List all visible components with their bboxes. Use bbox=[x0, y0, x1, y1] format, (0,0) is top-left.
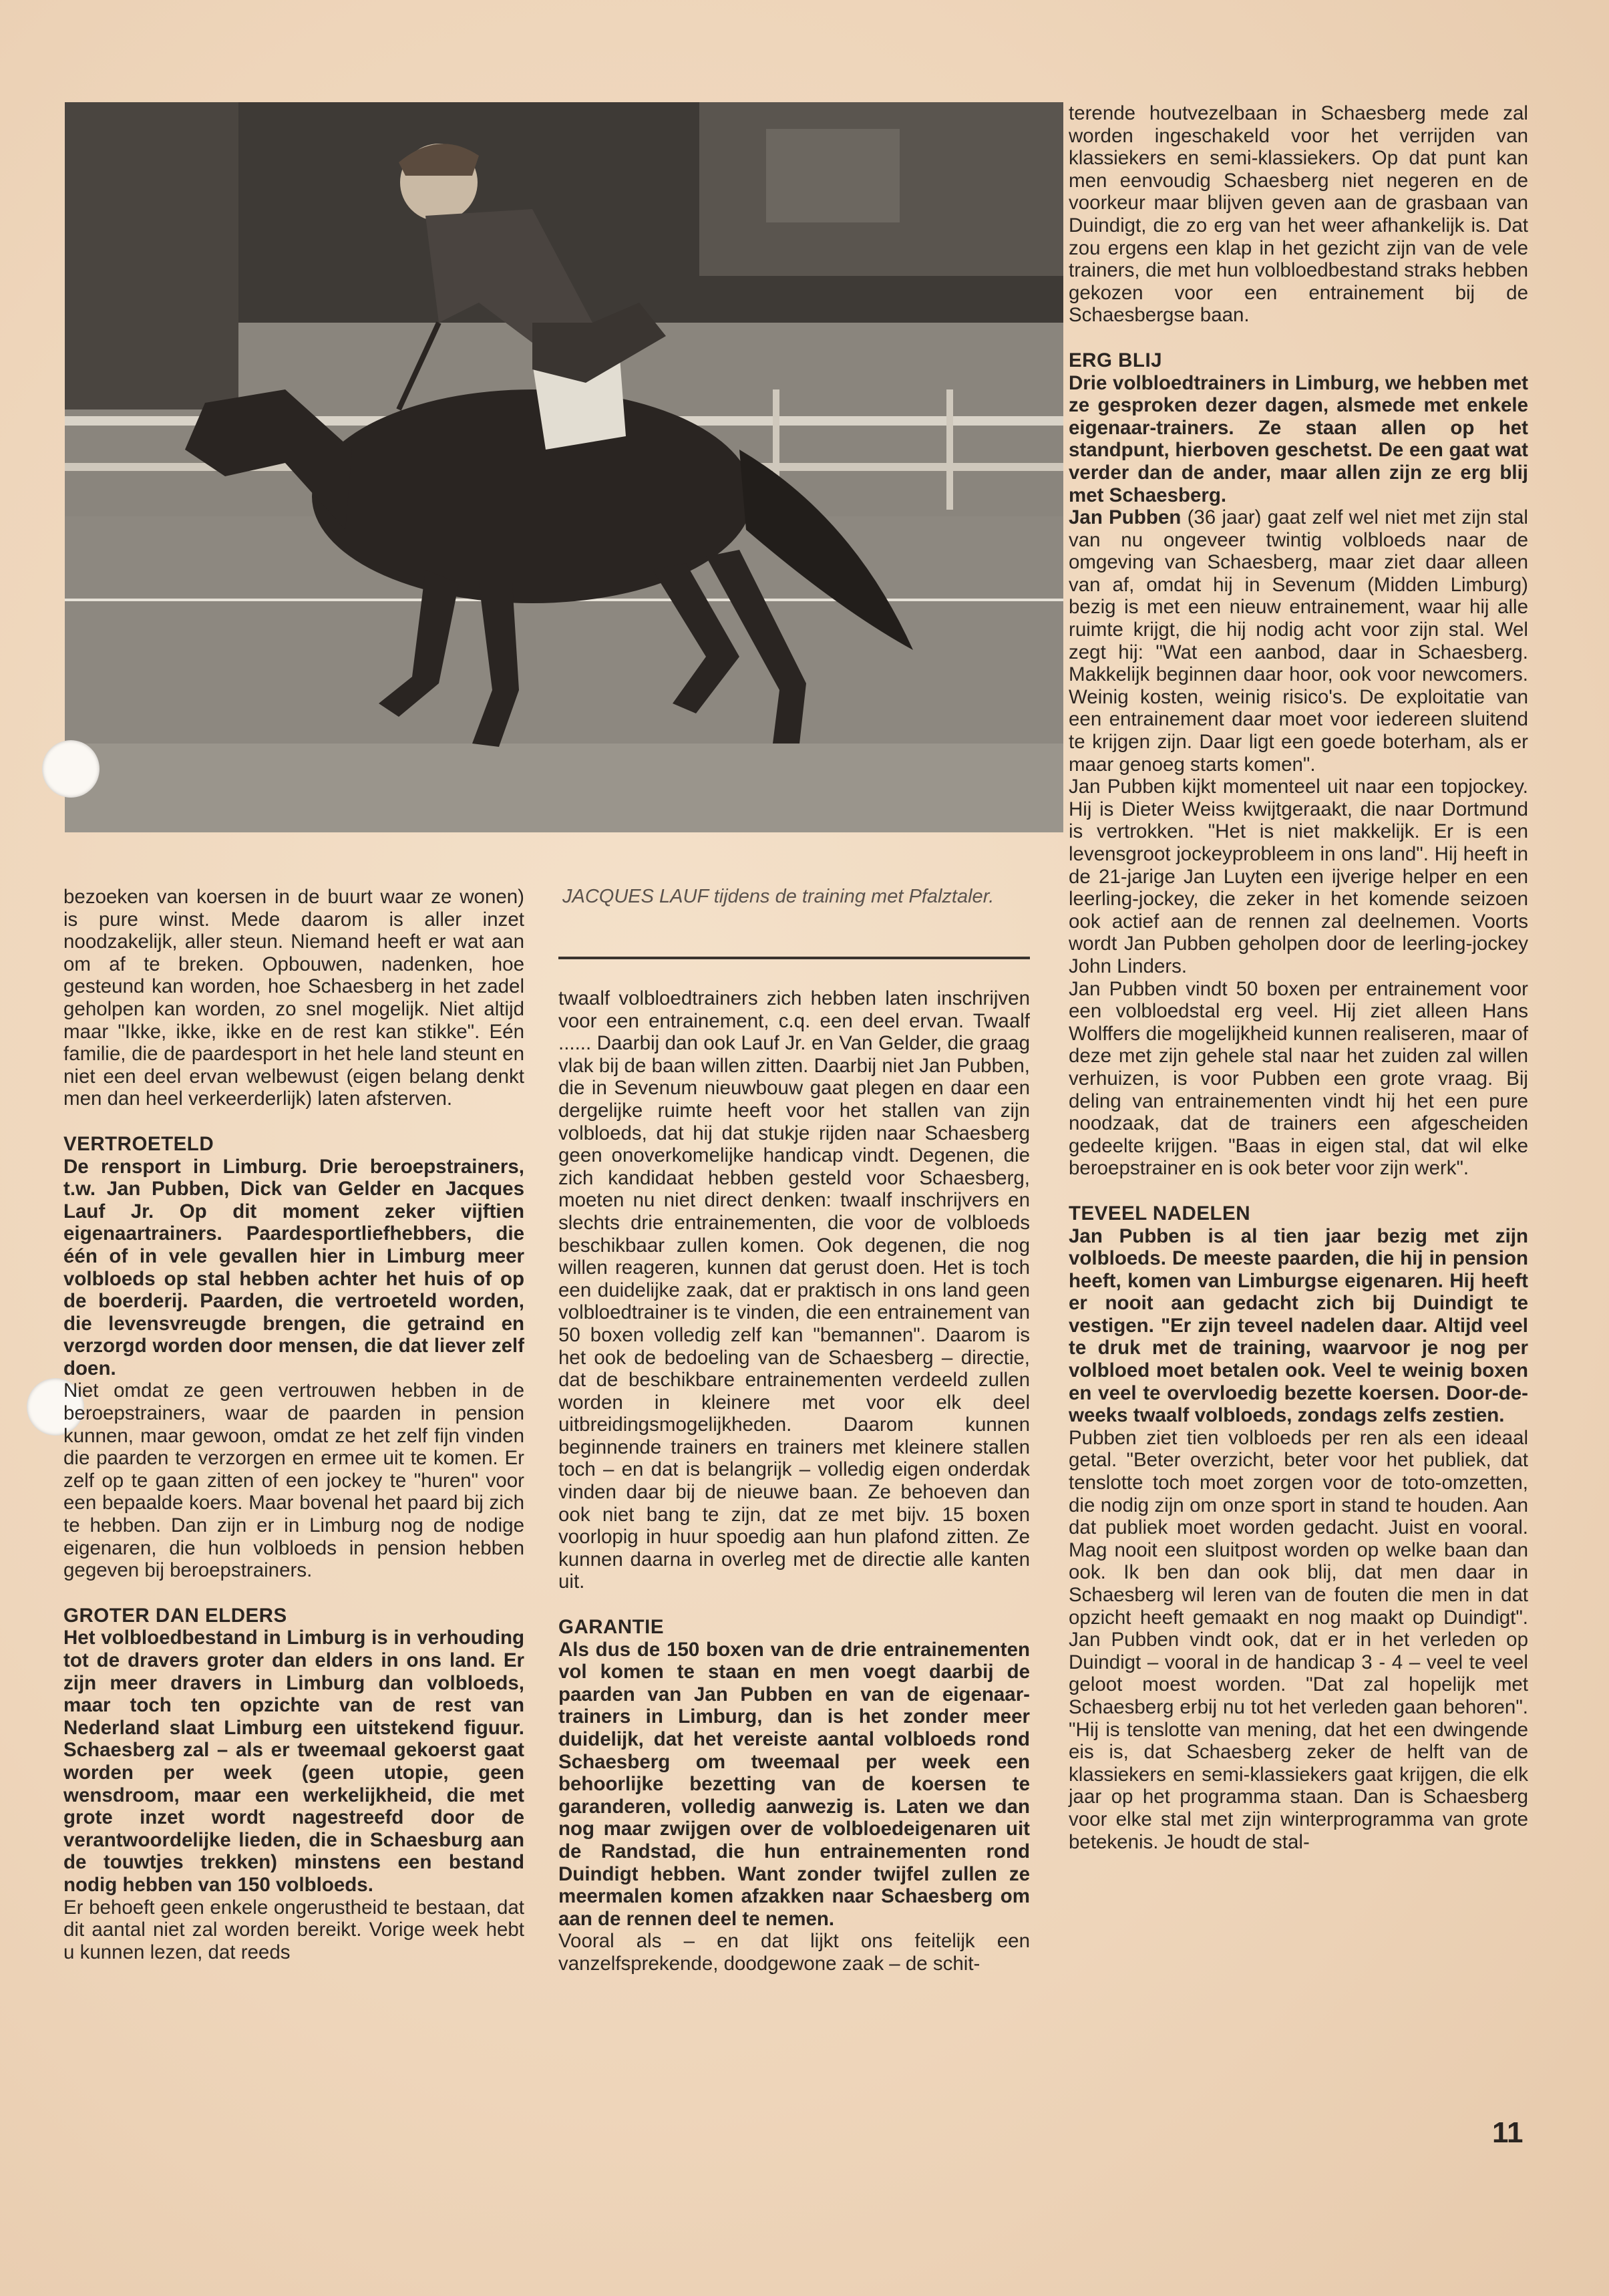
column-1 bbox=[63, 886, 524, 1963]
horse-rider-illustration bbox=[65, 102, 1063, 832]
spacer bbox=[1069, 327, 1528, 349]
heading-teveel-nadelen: TEVEEL NADELEN bbox=[1069, 1202, 1250, 1224]
vertroeteld-paragraph: Niet omdat ze geen vertrouwen hebben in de beroepstrainers, waar de paarden in pension kunnen, maar gewoon, omdat ze het zelf fijn vinden die paarden te verzorgen en ermee uit te komen. Er zelf op te gaan zitten of een jockey te "huren" voor een bepaalde koers. Maar bovenal het paard bij zich te hebben. Dan zijn er in Limburg nog de nodige eigenaren, die hun volbloeds in pension hebben gegeven bij beroepstrainers. bbox=[63, 1379, 524, 1582]
ergblij-lead-name: Jan Pubben bbox=[1069, 506, 1182, 529]
horse-rider-photo bbox=[65, 102, 1063, 832]
heading-garantie: GARANTIE bbox=[558, 1616, 665, 1639]
spacer bbox=[63, 1110, 524, 1133]
col2-paragraph: twaalf volbloedtrainers zich hebben laten inschrijven voor een entrainement, c.q. een deel ervan. Twaalf ...... Daarbij dan ook Lauf Jr. en Van Gelder, die graag vlak bij de baan willen zitten. Daarbij niet Jan Pubben, die in Sevenum nieuwbouw gaat plegen en daar een dergelijke ruimte heeft voor het stallen van zijn volbloeds, dat hij dat stukje rijden naar Schaesberg geen onoverkomelijke handicap vindt. Degenen, die zich kandidaat hebben gesteld voor Schaesberg, moeten nu niet direct denken: twaalf inschrijvers en slechts drie entrainementen, die voor de volbloeds beschikbaar zullen komen. Ook degenen, die nog willen reageren, kunnen dat gerust doen. Het is toch een duidelijke zaak, dat er praktisch in ons land geen volbloedtrainer is te vinden, die een entrainement van 50 boxen volledig zelf kan "bemannen". Daarom is het ook de bedoeling van de Schaesberg – directie, dat de beschikbare entrainementen verdeeld zullen worden in kleinere met voor elk deel uitbreidingsmogelijkheden. Daarom kunnen beginnende trainers en trainers met kleinere stallen toch – en dat is belangrijk – volledig eigen onderdak vinden daar bij de nieuwe baan. Ze behoeven dan ook niet bang te zijn, dat ze met bijv. 15 boxen voorlopig in huur spoedig aan hun plafond zitten. Ze kunnen daarna in overleg met de directie alle kanten uit. bbox=[558, 987, 1030, 1593]
teveel-paragraph: Pubben ziet tien volbloeds per ren als een ideaal getal. "Beter overzicht, beter voor het publiek, dat tenslotte toch moet zorgen voor de toto-omzetten, die nodig zijn om onze sport in stand te houden. Aan dat publiek moet worden gedacht. Juist en vooral. Mag nooit een sluitpost worden op welke baan dan ook. Ik ben dan ook blij, dat men daar in Schaesberg wil leren van de fouten die men in dat opzicht heeft gemaakt en nog maakt op Duindigt". Jan Pubben vindt ook, dat er in het verleden op Duindigt – vooral in de handicap 3 - 4 – veel te veel geloot moest worden. "Dat zal hopelijk met Schaesberg erbij nu tot het verleden gaan behoren". "Hij is tenslotte van mening, dat het een dwingende eis is, dat Schaesberg zeker de helft van de klassiekers en semi-klassiekers gaat krijgen, die elk jaar op het programma staan. Dan is Schaesberg voor elke stal met zijn winterprogramma van grote betekenis. Je houdt de stal- bbox=[1069, 1426, 1528, 1853]
caption-divider bbox=[558, 957, 1030, 959]
garantie-lead-paragraph: Als dus de 150 boxen van de drie entrainementen vol komen te staan en men voegt daarbij de paarden van Jan Pubben en van de eigenaar-trainers in Limburg, dan is het zonder meer duidelijk, dat het vereiste aantal volbloeds rond Schaesberg om tweemaal per week een behoorlijke bezetting van de koersen te garanderen, volledig aanwezig is. Laten we dan nog maar zwijgen over de volbloedeigenaren uit de Randstad, die hun entrainementen rond Duindigt hebben. Want zonder twijfel zullen ze meermalen komen afzakken naar Schaesberg om aan de rennen deel te nemen. bbox=[558, 1638, 1030, 1930]
heading-groter-dan-elders: GROTER DAN ELDERS bbox=[63, 1604, 287, 1627]
vertroeteld-lead-paragraph: De rensport in Limburg. Drie beroepstrainers, t.w. Jan Pubben, Dick van Gelder en Jacques Lauf Jr. Op dit moment zeker vijftien eigenaartrainers. Paardesportliefhebbers, die één of in vele gevallen hier in Limburg meer volbloeds op stal hebben achter het huis of op de boerderij. Paarden, die vertroeteld worden, die levensvreugde brengen, die getraind en verzorgd worden door mensen, die dat liever zelf doen. bbox=[63, 1155, 524, 1379]
ergblij-body: (36 jaar) gaat zelf wel niet met zijn stal van nu ongeveer twintig volbloeds naar de omgeving van Schaesberg, maar ziet daar alleen van af, omdat hij in Sevenum (Midden Limburg) bezig is met een nieuw entrainement, waar hij alle ruimte krijgt, die hij nodig acht voor zijn stal. Wel zegt hij: "Wat een aanbod, daar in Schaesberg. Makkelijk beginnen daar hoor, ook voor newcomers. Weinig kosten, weinig risico's. De exploitatie van een entrainement daar moet voor iedereen sluitend te krijgen zijn. Daar ligt een goede boterham, als er maar genoeg starts komen". bbox=[1069, 506, 1528, 776]
spacer bbox=[1069, 1180, 1528, 1202]
teveel-lead-paragraph: Jan Pubben is al tien jaar bezig met zijn volbloeds. De meeste paarden, die hij in pension heeft, komen van Limburgse eigenaren. Hij heeft er nooit aan gedacht zich bij Duindigt te vestigen. "Er zijn teveel nadelen daar. Altijd veel te druk met de training, waarvoor je nog per volbloed moet betalen ook. Veel te weinig boxen en veel te overvloedig bezette koersen. Door-de-weeks twaalf volbloeds, zondags zelfs zestien. bbox=[1069, 1224, 1528, 1427]
ergblij-paragraph-2: Jan Pubben kijkt momenteel uit naar een topjockey. Hij is Dieter Weiss kwijtgeraakt, die naar Dortmund is vertrokken. "Het is niet makkelijk. Er is een levensgroot jockeyprobleem in ons land". Hij heeft in de 21-jarige Jan Luyten een ijverige helper en een leerling-jockey, die zeker in het komende seizoen ook actief aan de rennen zal deelnemen. Voorts wordt Jan Pubben geholpen door de leerling-jockey John Linders. bbox=[1069, 776, 1528, 977]
ergblij-lead-paragraph: Drie volbloedtrainers in Limburg, we hebben met ze gesproken dezer dagen, alsmede met enkele eigenaar-trainers. Ze staan allen op het standpunt, hierboven geschetst. De een gaat wat verder dan de ander, maar allen zijn ze erg blij met Schaesberg. bbox=[1069, 371, 1528, 506]
column-3 bbox=[1069, 102, 1528, 1853]
garantie-paragraph: Vooral als – en dat lijkt ons feitelijk een vanzelfsprekende, doodgewone zaak – de schit- bbox=[558, 1930, 1030, 1975]
photo-caption: JACQUES LAUF tijdens de training met Pfalztaler. bbox=[562, 886, 995, 907]
spacer bbox=[558, 1593, 1030, 1616]
heading-vertroeteld: VERTROETELD bbox=[63, 1132, 214, 1155]
ergblij-paragraph-3: Jan Pubben vindt 50 boxen per entrainement voor een volbloedstal erg veel. Hij ziet alleen Hans Wolffers die mogelijkheid kunnen realiseren, maar of deze met zijn gehele stal naar het zuiden zal willen verhuizen, is voor Pubben een grote vraag. Bij deling van entrainementen vindt hij het een pure noodzaak, dat de trainers een afgescheiden gedeelte krijgen. "Baas in eigen stal, dat wil elke beroepstrainer en is ook beter voor zijn werk". bbox=[1069, 977, 1528, 1180]
col1-intro-paragraph: bezoeken van koersen in de buurt waar ze wonen) is pure winst. Mede daarom is aller inzet noodzakelijk, aller steun. Niemand heeft er wat aan om af te breken. Opbouwen, nadenken, hoe gesteund kan worden, hoe Schaesberg in het zadel geholpen kan worden, zo snel mogelijk. Niet altijd maar "Ikke, ikke, ikke en de rest kan stikke". Eén familie, die de paardesport in het hele land steunt en niet een deel ervan welbewust (eigen belang denkt men dan heel verkeerderlijk) laten afsterven. bbox=[63, 886, 524, 1110]
spacer bbox=[63, 1582, 524, 1605]
page-number: 11 bbox=[1492, 2116, 1524, 2149]
ergblij-paragraph bbox=[1069, 506, 1528, 776]
groter-lead-paragraph: Het volbloedbestand in Limburg is in verhouding tot de dravers groter dan elders in ons land. Er zijn meer dravers in Limburg dan volbloeds, maar toch ten opzichte van de rest van Nederland slaat Limburg een uitstekend figuur. Schaesberg zal – als er tweemaal gekoerst gaat worden per week (geen utopie, geen wensdroom, maar een werkelijkheid, die met grote inzet wordt nagestreefd door de verantwoordelijke lieden, die in Schaesburg aan de touwtjes trekken) minstens een bestand nodig hebben van 150 volbloeds. bbox=[63, 1627, 524, 1896]
groter-paragraph: Er behoeft geen enkele ongerustheid te bestaan, dat dit aantal niet zal worden bereikt. Vorige week hebt u kunnen lezen, dat reeds bbox=[63, 1896, 524, 1963]
heading-erg-blij: ERG BLIJ bbox=[1069, 349, 1163, 371]
col3-paragraph: terende houtvezelbaan in Schaesberg mede zal worden ingeschakeld voor het verrijden van klassiekers en semi-klassiekers. Op dat punt kan men eenvoudig Schaesberg niet negeren en de voorkeur maar blijven geven aan de grasbaan van Duindigt, die zo erg van het weer afhankelijk is. Dat zou ergens een klap in het gezicht zijn van de vele trainers, die met hun volbloedbestand straks hebben gekozen voor een entrainement bij de Schaesbergse baan. bbox=[1069, 102, 1528, 327]
column-2 bbox=[558, 987, 1030, 1975]
punch-hole-top bbox=[42, 740, 100, 798]
